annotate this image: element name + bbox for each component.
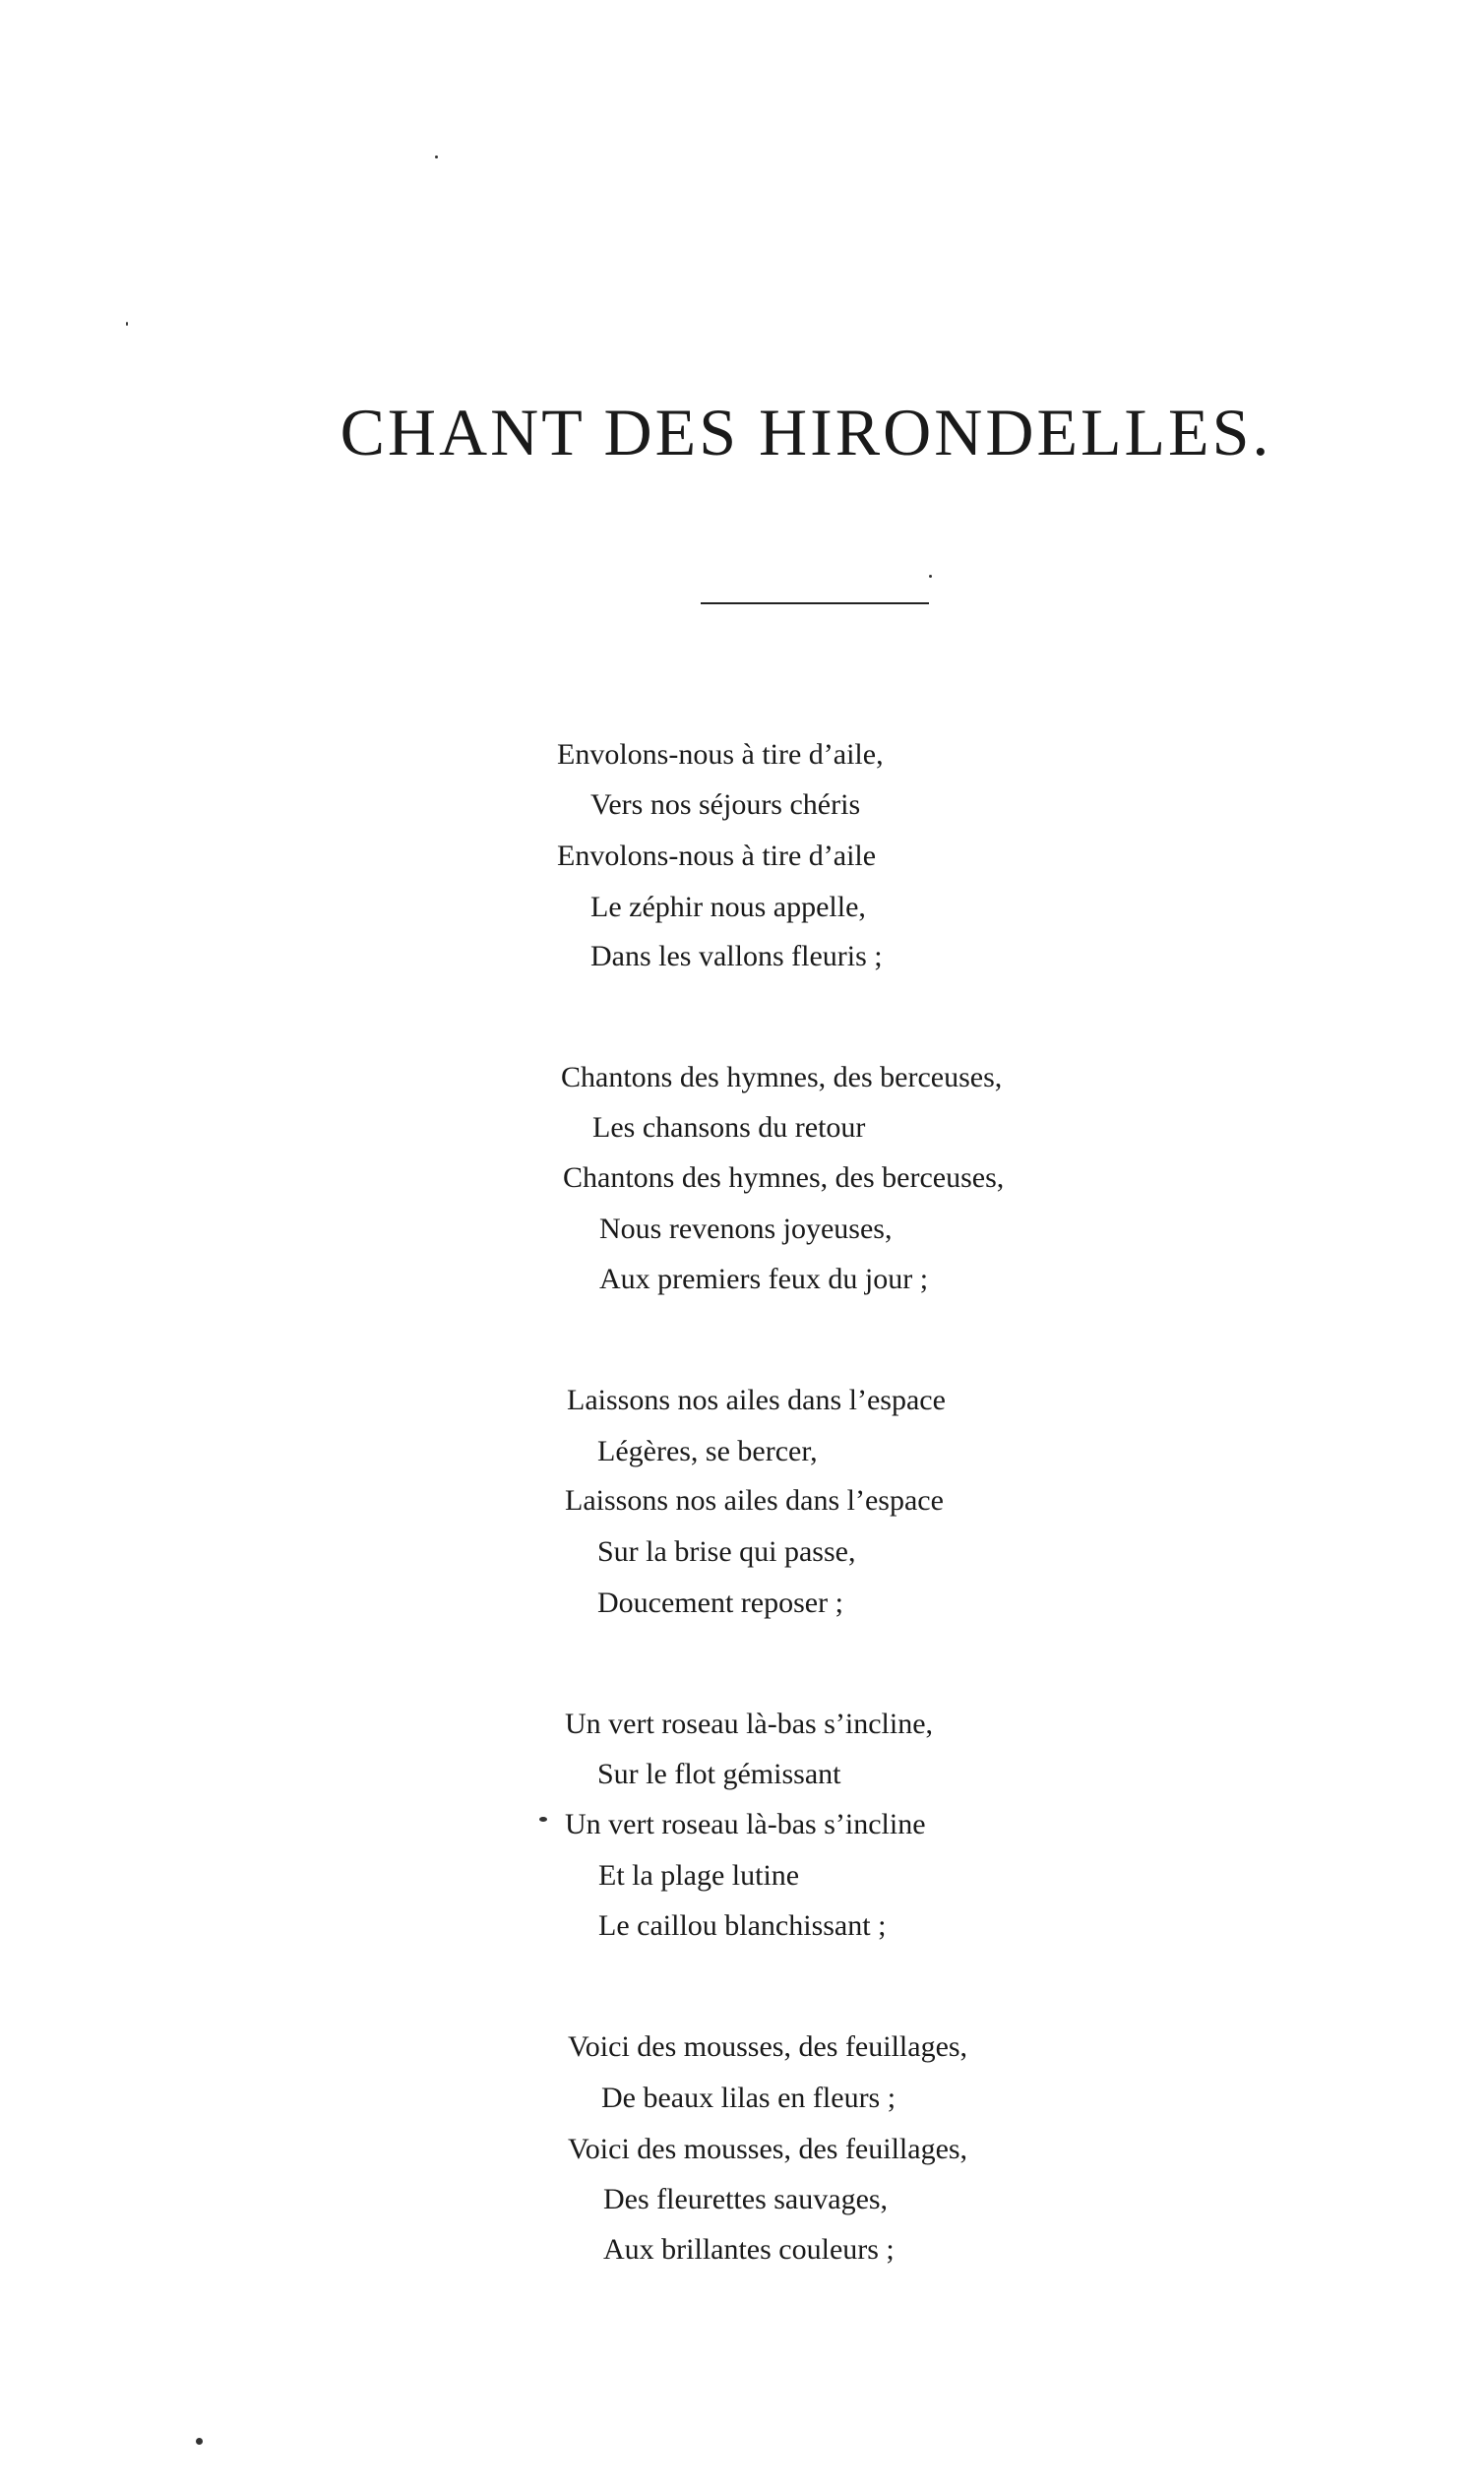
verse-line: Nous revenons joyeuses, <box>599 1213 893 1245</box>
ink-speck <box>435 156 438 158</box>
verse-line: Légères, se bercer, <box>597 1435 818 1467</box>
poem-title: CHANT DES HIRONDELLES. <box>340 395 1272 469</box>
verse-line: Chantons des hymnes, des berceuses, <box>563 1161 1005 1194</box>
verse-line: Sur le flot gémissant <box>597 1758 841 1790</box>
verse-line: Des fleurettes sauvages, <box>603 2183 889 2215</box>
verse-line: Voici des mousses, des feuillages, <box>568 2030 968 2063</box>
ink-speck <box>929 575 932 578</box>
verse-line: Et la plage lutine <box>598 1859 800 1892</box>
verse-line: Laissons nos ailes dans l’espace <box>567 1384 946 1416</box>
verse-line: Les chansons du retour <box>592 1111 866 1144</box>
verse-line: Vers nos séjours chéris <box>590 788 861 821</box>
verse-line: Voici des mousses, des feuillages, <box>568 2133 968 2165</box>
verse-line: Un vert roseau là-bas s’incline <box>565 1808 926 1840</box>
ink-speck <box>196 2438 203 2445</box>
verse-line: Le zéphir nous appelle, <box>590 891 866 923</box>
verse-line: Doucement reposer ; <box>597 1587 843 1619</box>
verse-line: Dans les vallons fleuris ; <box>590 940 883 972</box>
verse-line: Envolons-nous à tire d’aile <box>557 840 877 872</box>
verse-line: Sur la brise qui passe, <box>597 1535 856 1568</box>
verse-line: De beaux lilas en fleurs ; <box>601 2082 897 2114</box>
ink-speck <box>126 322 128 326</box>
verse-line: Le caillou blanchissant ; <box>598 1909 887 1942</box>
verse-line: Aux brillantes couleurs ; <box>603 2233 895 2266</box>
ink-speck <box>539 1817 547 1822</box>
verse-line: Un vert roseau là-bas s’incline, <box>565 1708 934 1740</box>
verse-line: Aux premiers feux du jour ; <box>599 1263 929 1295</box>
verse-line: Chantons des hymnes, des berceuses, <box>561 1061 1003 1093</box>
verse-line: Laissons nos ailes dans l’espace <box>565 1484 944 1517</box>
verse-line: Envolons-nous à tire d’aile, <box>557 738 884 771</box>
